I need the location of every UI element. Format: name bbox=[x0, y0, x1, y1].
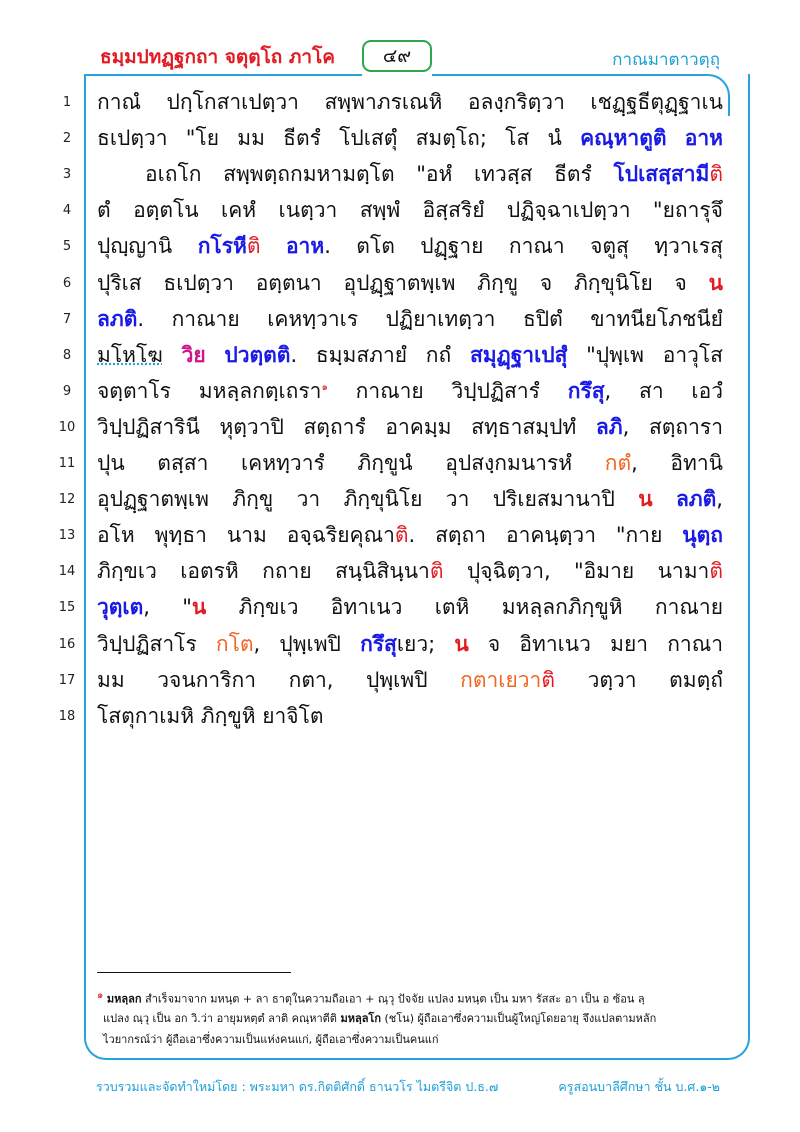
text-segment: น bbox=[708, 270, 723, 295]
text-segment: วิย bbox=[181, 342, 206, 367]
line-number: 3 bbox=[62, 167, 72, 183]
text-line bbox=[97, 483, 723, 516]
text-segment: เยว; bbox=[396, 631, 455, 656]
footnote-marker: ๑ bbox=[97, 990, 104, 1001]
text-segment: วิปฺปฏิสารินี หุตฺวาปิ สตฺถารํ อาคมฺม สทฺธาสมฺปทํ bbox=[97, 414, 596, 439]
footnote-text: มหลฺลโก bbox=[340, 1012, 382, 1025]
text-segment: . สตฺถา อาคนฺตฺวา "กาย bbox=[408, 523, 683, 548]
text-segment: มโหโฆ bbox=[97, 342, 163, 367]
text-segment: อาห bbox=[684, 126, 723, 151]
footnote-rule bbox=[97, 972, 291, 973]
footnote-line bbox=[97, 988, 717, 1008]
book-title: ธมฺมปทฏฺฐกถา จตุตฺโถ ภาโค bbox=[100, 46, 336, 68]
line-number: 15 bbox=[58, 600, 76, 616]
text-segment: ติ bbox=[394, 523, 409, 548]
text-segment: ภิกฺขเว อิทาเนว เตหิ มหลฺลกภิกฺขูหิ กาณาย bbox=[206, 595, 723, 620]
footnote-text: สำเร็จมาจาก มหนฺต + ลา ธาตุในความถือเอา + ณฺวุ ปัจจัย แปลง มหนฺต เป็น มหา รัสสะ อา เป็น อ ซ้อน ลฺ bbox=[141, 992, 645, 1006]
text-segment: . ตโต ปฏฺฐาย กาณา จตูสุ ทฺวาเรสุ bbox=[324, 234, 723, 259]
line-number: 10 bbox=[58, 419, 76, 435]
text-segment: ลภิ bbox=[595, 414, 623, 439]
line-number: 17 bbox=[58, 672, 76, 688]
text-line bbox=[97, 194, 723, 227]
text-segment: "ปุพฺเพ อาวุโส bbox=[567, 342, 723, 367]
text-segment: , ปุพฺเพปิ bbox=[253, 631, 361, 656]
line-number: 6 bbox=[62, 275, 72, 291]
text-segment: อาห bbox=[285, 234, 325, 259]
text-segment: ธเปตฺวา "โย มม ธีตรํ โปเสตุํ สมตฺโถ; โส นํ bbox=[97, 126, 581, 151]
text-segment: . ธมฺมสภายํ กถํ bbox=[290, 342, 470, 367]
line-number: 8 bbox=[62, 347, 72, 363]
line-number: 2 bbox=[62, 131, 72, 147]
text-segment: อุปฏฺฐาตพฺเพ ภิกฺขู วา ภิกฺขุนิโย วา ปริเยสมานาปิ bbox=[97, 487, 639, 512]
text-segment: วิปฺปฏิสาโร bbox=[97, 631, 216, 656]
text-segment bbox=[206, 343, 225, 367]
line-number: 16 bbox=[58, 636, 76, 652]
text-segment: ติ bbox=[429, 559, 444, 584]
line-number: 4 bbox=[62, 203, 72, 219]
text-segment: กตาเยวา bbox=[460, 667, 542, 692]
footnote-line bbox=[103, 1009, 723, 1027]
text-line bbox=[97, 700, 723, 733]
text-segment: จตฺตาโร มหลฺลกตฺเถรา bbox=[97, 378, 322, 403]
text-line bbox=[97, 447, 723, 480]
section-title: กาณมาตาวตฺถุ bbox=[612, 50, 720, 70]
text-segment: นุตฺถ bbox=[682, 523, 723, 548]
line-number: 14 bbox=[58, 564, 76, 580]
text-segment: ลภติ bbox=[675, 487, 717, 512]
text-segment: ติ bbox=[709, 162, 723, 187]
text-segment: ตํ อตฺตโน เคหํ เนตฺวา สพฺพํ อิสฺสริยํ ปฏิจฺฉาเปตฺวา "ยถารุจึ bbox=[97, 198, 723, 223]
text-segment: น bbox=[638, 487, 653, 512]
text-segment: ปุญฺญานิ bbox=[97, 234, 198, 259]
text-segment: ปุน ตสฺสา เคหทฺวารํ ภิกฺขูนํ อุปสงฺกมนารหํ bbox=[97, 451, 605, 475]
text-segment bbox=[163, 343, 182, 367]
text-segment: ลภติ bbox=[97, 306, 138, 331]
page-number: ๔๙ bbox=[362, 40, 432, 72]
text-segment: วุตฺเต bbox=[97, 595, 144, 620]
text-segment: ปุจฺฉิตฺวา, "อิมาย นามา bbox=[443, 559, 710, 584]
text-segment: กาณาย วิปฺปฏิสารํ bbox=[327, 378, 568, 403]
text-segment: อเถโก สพฺพตฺถกมหามตฺโต "อหํ เทวสฺส ธีตรํ bbox=[145, 162, 614, 187]
text-segment: , สา เอวํ bbox=[604, 378, 723, 403]
footnote-text: มหลฺลก bbox=[106, 992, 142, 1006]
text-segment: กาณํ ปกฺโกสาเปตฺวา สพฺพาภรเณหิ อลงฺกริตฺวา เชฏฺฐธีตุฏฺฐาเน bbox=[97, 90, 723, 114]
footer-course: ครูสอนบาลีศึกษา ชั้น บ.ศ.๑-๒ bbox=[558, 1079, 720, 1094]
text-segment: ปุริเส ธเปตฺวา อตฺตนา อุปฏฺฐาตพฺเพ ภิกฺขู จ ภิกฺขุนิโย จ bbox=[97, 270, 709, 295]
text-segment: โปเสสฺสามี bbox=[613, 162, 710, 187]
line-number: 1 bbox=[62, 95, 72, 110]
text-segment: จ อิทาเนว มยา กาณา bbox=[468, 631, 723, 656]
text-segment: ติ bbox=[541, 667, 555, 692]
text-segment: น bbox=[191, 595, 207, 620]
line-number: 5 bbox=[62, 239, 72, 255]
line-number: 18 bbox=[58, 708, 76, 724]
text-segment: มม วจนการิกา กตา, ปุพฺเพปิ bbox=[97, 667, 461, 692]
text-line bbox=[97, 591, 723, 624]
footnote-text: ไวยากรณ์ว่า ผู้ถือเอาซึ่งความเป็นแห่งคนแก่, ผู้ถือเอาซึ่งความเป็นคนแก่ bbox=[103, 1033, 439, 1046]
text-segment: ติ bbox=[709, 559, 723, 584]
text-line bbox=[97, 664, 723, 697]
text-line bbox=[97, 158, 723, 191]
text-segment: กโรหี bbox=[197, 234, 247, 259]
text-segment bbox=[653, 487, 676, 511]
text-segment: กโต bbox=[215, 631, 254, 656]
text-segment: ภิกฺขเว เอตรหิ กถาย สนฺนิสินฺนา bbox=[97, 559, 430, 584]
text-segment: กรึสุ bbox=[360, 631, 397, 656]
line-number: 11 bbox=[58, 456, 76, 471]
footnote-marker: ๑ bbox=[321, 381, 328, 393]
text-segment: น bbox=[454, 631, 469, 656]
text-segment: , " bbox=[143, 595, 192, 620]
text-segment: , bbox=[716, 487, 723, 512]
text-line bbox=[97, 86, 723, 119]
footnote-line bbox=[103, 1030, 723, 1048]
text-segment bbox=[260, 234, 285, 258]
text-line bbox=[97, 122, 723, 155]
text-line bbox=[97, 303, 723, 336]
text-segment: , สตฺถารา bbox=[622, 414, 723, 439]
text-line bbox=[97, 411, 723, 444]
footer-author: รวบรวมและจัดทำใหม่โดย : พระมหา ดร.กิตติศักดิ์ ธานวโร ไมตรีจิต ป.ธ.๗ bbox=[96, 1079, 499, 1094]
footnote-text: (ชโน) ผู้ถือเอาซึ่งความเป็นผู้ใหญ่โดยอายุ จึงแปลตามหลัก bbox=[381, 1012, 657, 1025]
text-segment: อโห พุทฺธา นาม อจฺฉริยคุณา bbox=[97, 523, 395, 548]
text-line bbox=[97, 555, 723, 588]
line-number: 13 bbox=[58, 528, 76, 544]
text-segment: สมุฏฺฐาเปสุํ bbox=[469, 342, 568, 367]
line-number: 12 bbox=[58, 492, 76, 508]
text-segment: ติ bbox=[246, 234, 261, 259]
text-line bbox=[97, 267, 723, 300]
text-line bbox=[97, 628, 723, 661]
line-number: 9 bbox=[62, 383, 72, 399]
footnote-text: แปลง ณฺวุ เป็น อก วิ.ว่า อายุมหตฺตํ ลาติ คณฺหาตีติ bbox=[103, 1012, 341, 1025]
text-line bbox=[97, 339, 723, 372]
text-segment: โสตุกาเมหิ ภิกฺขูหิ ยาจิโต bbox=[97, 703, 324, 728]
text-segment: , อิทานิ bbox=[631, 451, 723, 475]
text-segment bbox=[667, 126, 685, 150]
text-segment: คณฺหาตูติ bbox=[580, 126, 667, 151]
text-segment: กรึสุ bbox=[567, 378, 605, 403]
text-segment: . กาณาย เคหทฺวาเร ปฏิยาเทตฺวา ธปิตํ ขาทนียโภชนียํ bbox=[137, 306, 723, 331]
text-line bbox=[97, 519, 723, 552]
text-segment: วตฺวา ตมตฺถํ bbox=[554, 667, 723, 692]
text-line bbox=[97, 230, 723, 263]
text-segment: กตํ bbox=[604, 451, 632, 475]
frame-top-left bbox=[84, 74, 362, 76]
text-segment: ปวตฺตติ bbox=[224, 342, 291, 367]
line-number: 7 bbox=[62, 311, 72, 327]
text-line bbox=[97, 375, 723, 408]
